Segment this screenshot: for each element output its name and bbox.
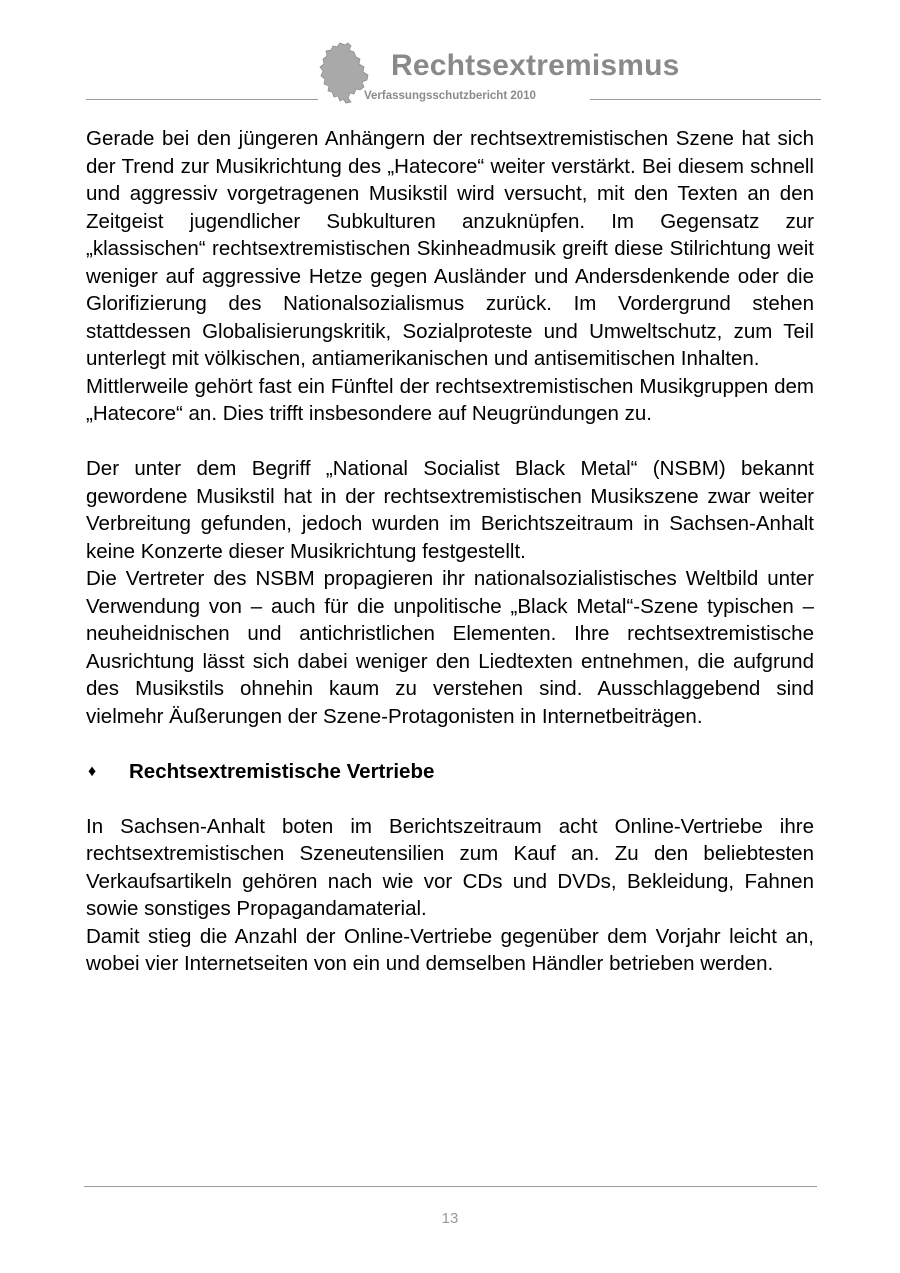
header-title: Rechtsextremismus [391, 49, 680, 82]
paragraph-online-vertriebe: In Sachsen-Anhalt boten im Berichtszeitraum acht Online-Vertriebe ihre rechtsextremistischen Szeneutensilien zum Kauf an. Zu den beliebtesten Verkaufsartikeln gehören nach wie vor CDs und DVDs, Bekleidung, Fahnen sowie sonstiges Propagandamaterial. [86, 814, 814, 920]
paragraph-nsbm-style: Der unter dem Begriff „National Socialist Black Metal“ (NSBM) bekannt gewordene Musikstil hat in der rechtsextremistischen Musikszene zwar weiter Verbreitung gefunden, jedoch wurden im Berichtszeitraum in Sachsen-Anhalt keine Konzerte dieser Musikrichtung festgestellt. [86, 457, 814, 563]
header-subtitle: Verfassungsschutzbericht 2010 [364, 90, 536, 102]
page-header [0, 0, 900, 110]
paragraph-nsbm-worldview: Die Vertreter des NSBM propagieren ihr nationalsozialistisches Weltbild unter Verwendung von – auch für die unpolitische „Black Metal“-Szene typischen – neuheidnischen und antichristlichen Elementen. Ihre rechtsextremistische Ausrichtung lässt sich dabei weniger den Liedtexten entnehmen, die aufgrund des Musikstils ohnehin kaum zu verstehen sind. Ausschlaggebend sind vielmehr Äußerungen der Szene-Protagonisten in Internetbeiträgen. [86, 567, 814, 728]
header-rule-left [86, 99, 318, 100]
page-content [86, 125, 814, 978]
section-title: Rechtsextremistische Vertriebe [129, 759, 435, 783]
paragraph-gap [86, 730, 814, 758]
section-heading-vertriebe [86, 758, 814, 786]
paragraph-vertriebe-increase: Damit stieg die Anzahl der Online-Vertriebe gegenüber dem Vorjahr leicht an, wobei vier Internetseiten von ein und demselben Händler betrieben werden. [86, 924, 814, 975]
footer-rule [84, 1186, 817, 1187]
header-rule-right [590, 99, 821, 100]
page-number: 13 [441, 1210, 459, 1227]
paragraph-gap [86, 785, 814, 813]
paragraph-hatecore-share: Mittlerweile gehört fast ein Fünftel der rechtsextremistischen Musikgruppen dem „Hatecore“ an. Dies trifft insbesondere auf Neugründungen zu. [86, 374, 814, 425]
sachsen-anhalt-map-icon [318, 42, 370, 104]
paragraph-hatecore-trend: Gerade bei den jüngeren Anhängern der rechtsextremistischen Szene hat sich der Trend zur Musikrichtung des „Hatecore“ weiter verstärkt. Bei diesem schnell und aggressiv vorgetragenen Musikstil wird versucht, mit den Texten an den Zeitgeist jugendlicher Subkulturen anzuknüpfen. Im Gegensatz zur „klassischen“ rechtsextremistischen Skinheadmusik greift diese Stilrichtung weit weniger auf aggressive Hetze gegen Ausländer und Andersdenkende oder die Glorifizierung des Nationalsozialismus zurück. Im Vordergrund stehen stattdessen Globalisierungskritik, Sozialproteste und Umweltschutz, zum Teil unterlegt mit völkischen, antiamerikanischen und antisemitischen Inhalten. [86, 127, 814, 370]
paragraph-gap [86, 428, 814, 456]
diamond-bullet-icon: ♦ [88, 762, 97, 780]
